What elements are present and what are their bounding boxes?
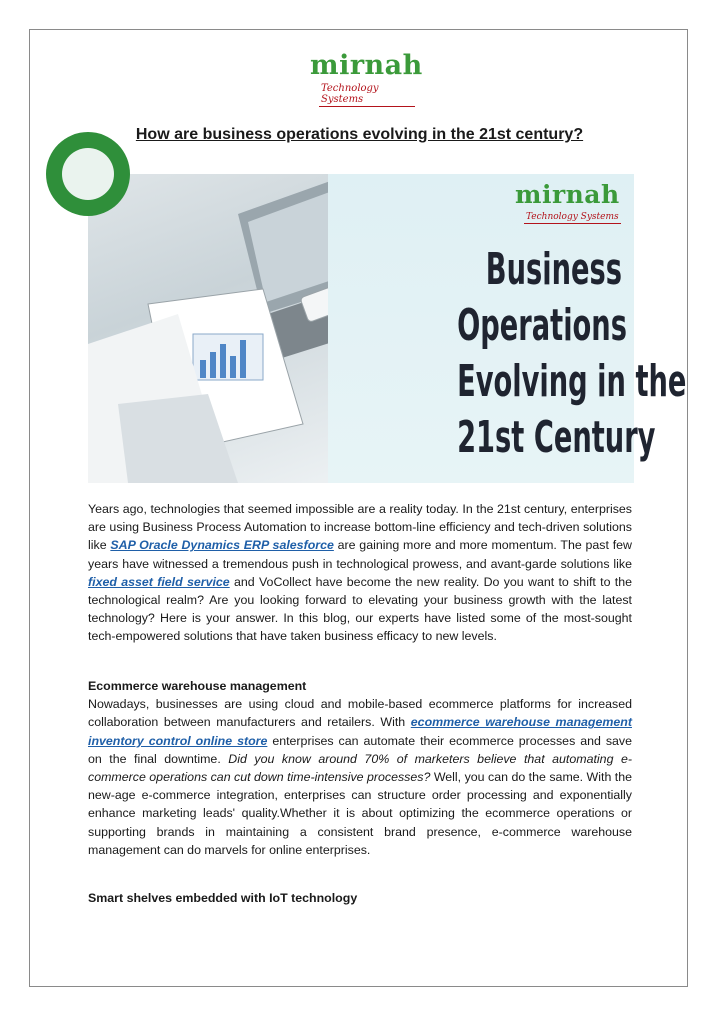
- ecommerce-warehouse-link[interactable]: ecommerce warehouse management inventory control online store: [88, 715, 632, 748]
- intro-text: and VoCollect have become the new reality. Do you want to shift to the technological realm? Are you looking forward to elevating your business growth with the latest technology? Here is your answer. In this blog, our experts have listed some of the most-sought tech-empowered solutions that have taken business efficacy to new levels.: [88, 574, 632, 644]
- office-desk-illustration: [88, 174, 358, 483]
- banner-logo-subtitle: Technology Systems: [526, 212, 619, 222]
- banner-heading-line: Evolving in the: [457, 356, 687, 407]
- section-text: Well, you can do the same. With the new-age e-commerce integration, enterprises can structure order processing and exponentially enhance marketing leads' quality.Whether it is about optimizing the ecommerce operations or supporting brands in maintaining a consistent brand presence, e-commerce warehouse management can do marvels for online enterprises.: [88, 770, 633, 857]
- section-text: Nowadays, businesses are using cloud and mobile-based ecommerce platforms for increased collaboration between manufacturers and retailers. With: [88, 697, 632, 730]
- logo-wordmark: mirnah: [310, 50, 423, 81]
- section-text: enterprises can automate their ecommerce processes and save on the final downtime.: [88, 733, 632, 766]
- banner-heading-line: Business: [485, 244, 622, 295]
- intro-paragraph: [88, 500, 632, 646]
- section-italic-text: Did you know around 70% of marketers believe that automating e-commerce operations can cut down time-intensive processes?: [88, 751, 632, 785]
- banner-heading-line: Operations: [457, 300, 627, 351]
- erp-link[interactable]: SAP Oracle Dynamics ERP salesforce: [110, 538, 334, 553]
- page-title: How are business operations evolving in the 21st century?: [135, 126, 584, 143]
- company-logo: [303, 50, 423, 105]
- intro-text: Years ago, technologies that seemed impossible are a reality today. In the 21st century, enterprises are using Business Process Automation to increase bottom-line efficiency and tech-driven solutions like: [88, 502, 632, 553]
- smart-shelves-section: [88, 889, 632, 907]
- banner-logo: [513, 174, 625, 238]
- banner-heading-line: 21st Century: [457, 412, 656, 463]
- section-heading: Ecommerce warehouse management: [88, 679, 307, 693]
- banner-office-photo: [88, 174, 358, 483]
- banner-heading: [356, 242, 687, 466]
- banner-logo-wordmark: mirnah: [515, 180, 620, 209]
- logo-subtitle: Technology Systems: [319, 83, 415, 107]
- ecommerce-section: [88, 677, 632, 859]
- intro-text: are gaining more and more momentum. The past few years have witnessed a tremendous push in technological prowess, and avant-garde solutions like: [88, 538, 632, 571]
- banner-image: [88, 174, 687, 483]
- section-heading: Smart shelves embedded with IoT technology: [88, 891, 358, 905]
- field-service-link[interactable]: fixed asset field service: [88, 574, 230, 589]
